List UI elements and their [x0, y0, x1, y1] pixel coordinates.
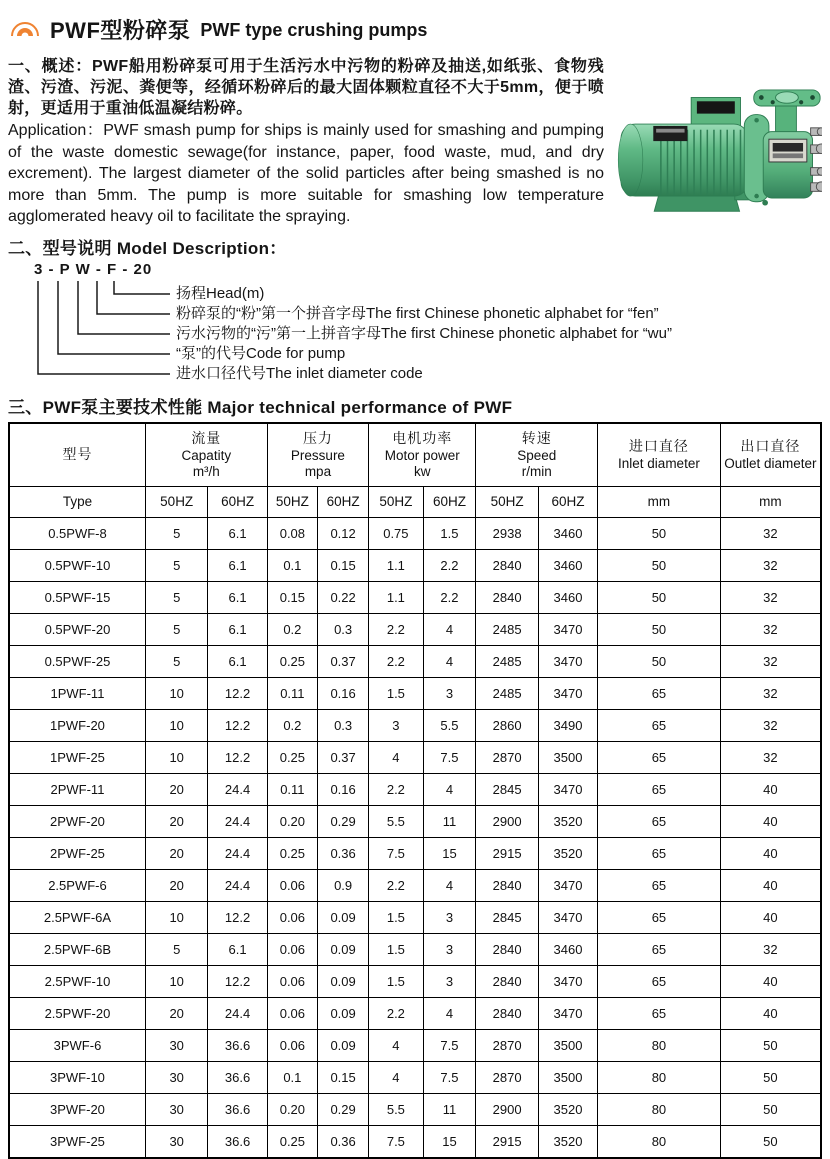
value-cell: 2485: [476, 613, 539, 645]
value-cell: 2870: [476, 1029, 539, 1061]
value-cell: 5: [145, 613, 208, 645]
model-type-cell: 2.5PWF-6B: [9, 933, 145, 965]
value-cell: 7.5: [369, 1125, 423, 1158]
model-type-cell: 1PWF-20: [9, 709, 145, 741]
value-cell: 11: [423, 1093, 476, 1125]
value-cell: 1.5: [369, 901, 423, 933]
value-cell: 2900: [476, 1093, 539, 1125]
performance-table: [8, 422, 822, 1159]
value-cell: 30: [145, 1061, 208, 1093]
value-cell: 32: [720, 709, 821, 741]
value-cell: 3500: [538, 1061, 597, 1093]
table-subheader-row: [9, 486, 821, 517]
value-cell: 0.08: [267, 517, 317, 549]
value-cell: 6.1: [208, 517, 267, 549]
value-cell: 3460: [538, 517, 597, 549]
model-type-cell: 0.5PWF-10: [9, 549, 145, 581]
value-cell: 3: [423, 677, 476, 709]
value-cell: 12.2: [208, 709, 267, 741]
value-cell: 0.06: [267, 965, 317, 997]
value-cell: 2840: [476, 965, 539, 997]
column-header-label: Pressure: [290, 447, 345, 463]
value-cell: 24.4: [208, 837, 267, 869]
value-cell: 2840: [476, 933, 539, 965]
pump-illustration: [604, 86, 822, 218]
value-cell: 20: [145, 805, 208, 837]
model-type-cell: 1PWF-11: [9, 677, 145, 709]
model-type-cell: 3PWF-25: [9, 1125, 145, 1158]
value-cell: 3520: [538, 837, 597, 869]
value-cell: 0.75: [369, 517, 423, 549]
table-row: [9, 933, 821, 965]
value-cell: 2.2: [369, 869, 423, 901]
value-cell: 30: [145, 1029, 208, 1061]
value-cell: 3: [423, 901, 476, 933]
value-cell: 0.09: [318, 965, 369, 997]
value-cell: 2860: [476, 709, 539, 741]
value-cell: 1.1: [369, 549, 423, 581]
value-cell: 40: [720, 837, 821, 869]
value-cell: 4: [369, 741, 423, 773]
value-cell: 15: [423, 1125, 476, 1158]
model-type-cell: 2.5PWF-10: [9, 965, 145, 997]
value-cell: 3520: [538, 1093, 597, 1125]
model-callout: “泵”的代号Code for pump: [176, 344, 346, 362]
value-cell: 4: [369, 1029, 423, 1061]
model-callout: 污水污物的“污”第一上拼音字母The first Chinese phonetic alphabet for “wu”: [176, 324, 672, 342]
value-cell: 50: [720, 1061, 821, 1093]
value-cell: 3470: [538, 965, 597, 997]
value-cell: 50: [720, 1125, 821, 1158]
value-cell: 0.3: [318, 613, 369, 645]
value-cell: 65: [598, 677, 721, 709]
column-group-header: [267, 423, 368, 487]
value-cell: 0.22: [318, 581, 369, 613]
value-cell: 3470: [538, 901, 597, 933]
value-cell: 3460: [538, 933, 597, 965]
value-cell: 2840: [476, 581, 539, 613]
subheader-cell: 60HZ: [423, 486, 476, 517]
value-cell: 65: [598, 933, 721, 965]
value-cell: 10: [145, 965, 208, 997]
value-cell: 1.5: [369, 965, 423, 997]
value-cell: 0.11: [267, 677, 317, 709]
value-cell: 4: [423, 869, 476, 901]
table-row: [9, 1093, 821, 1125]
value-cell: 65: [598, 869, 721, 901]
value-cell: 3470: [538, 869, 597, 901]
value-cell: 30: [145, 1093, 208, 1125]
value-cell: 6.1: [208, 613, 267, 645]
value-cell: 80: [598, 1093, 721, 1125]
model-callout: 进水口径代号The inlet diameter code: [176, 364, 423, 382]
value-cell: 2.2: [369, 645, 423, 677]
value-cell: 5: [145, 581, 208, 613]
subheader-cell: 60HZ: [318, 486, 369, 517]
value-cell: 32: [720, 549, 821, 581]
column-header-label: kw: [414, 463, 431, 479]
column-group-header: [369, 423, 476, 487]
subheader-cell: 60HZ: [208, 486, 267, 517]
value-cell: 3: [369, 709, 423, 741]
value-cell: 32: [720, 517, 821, 549]
column-header-label: 流量: [191, 429, 222, 446]
value-cell: 3520: [538, 805, 597, 837]
column-group-header: [9, 423, 145, 487]
value-cell: 2870: [476, 1061, 539, 1093]
value-cell: 0.29: [318, 805, 369, 837]
value-cell: 10: [145, 901, 208, 933]
value-cell: 4: [423, 613, 476, 645]
value-cell: 0.09: [318, 997, 369, 1029]
value-cell: 32: [720, 581, 821, 613]
column-header-label: Capatity: [181, 447, 232, 463]
model-type-cell: 2PWF-25: [9, 837, 145, 869]
value-cell: 3470: [538, 613, 597, 645]
subheader-cell: 50HZ: [267, 486, 317, 517]
page-header: [8, 12, 822, 46]
value-cell: 0.09: [318, 1029, 369, 1061]
table-row: [9, 965, 821, 997]
column-header-label: mpa: [304, 463, 332, 479]
value-cell: 50: [598, 645, 721, 677]
value-cell: 0.15: [318, 549, 369, 581]
value-cell: 3470: [538, 645, 597, 677]
value-cell: 32: [720, 677, 821, 709]
column-group-header: [720, 423, 821, 487]
value-cell: 50: [720, 1093, 821, 1125]
model-type-cell: 2.5PWF-20: [9, 997, 145, 1029]
value-cell: 0.20: [267, 805, 317, 837]
value-cell: 24.4: [208, 997, 267, 1029]
overview-text: [8, 56, 604, 228]
table-row: [9, 1125, 821, 1158]
table-row: [9, 773, 821, 805]
model-code: 3 - P W - F - 20: [34, 260, 153, 278]
value-cell: 6.1: [208, 549, 267, 581]
value-cell: 0.36: [318, 1125, 369, 1158]
value-cell: 0.16: [318, 773, 369, 805]
model-type-cell: 3PWF-10: [9, 1061, 145, 1093]
value-cell: 30: [145, 1125, 208, 1158]
column-header-label: 进口直径: [628, 437, 689, 454]
value-cell: 3460: [538, 549, 597, 581]
column-header-label: Outlet diameter: [724, 455, 817, 471]
value-cell: 2485: [476, 677, 539, 709]
subheader-cell: Type: [9, 486, 145, 517]
value-cell: 20: [145, 773, 208, 805]
value-cell: 2.2: [423, 549, 476, 581]
value-cell: 20: [145, 837, 208, 869]
value-cell: 0.20: [267, 1093, 317, 1125]
subheader-cell: 50HZ: [369, 486, 423, 517]
value-cell: 32: [720, 613, 821, 645]
value-cell: 3: [423, 965, 476, 997]
model-callout: 扬程Head(m): [176, 284, 265, 302]
pump-photo: [604, 56, 822, 228]
value-cell: 2840: [476, 997, 539, 1029]
value-cell: 0.25: [267, 837, 317, 869]
subheader-cell: 50HZ: [476, 486, 539, 517]
value-cell: 36.6: [208, 1061, 267, 1093]
value-cell: 12.2: [208, 901, 267, 933]
value-cell: 0.06: [267, 901, 317, 933]
value-cell: 2900: [476, 805, 539, 837]
value-cell: 2915: [476, 837, 539, 869]
value-cell: 65: [598, 837, 721, 869]
value-cell: 0.36: [318, 837, 369, 869]
value-cell: 3520: [538, 1125, 597, 1158]
table-row: [9, 869, 821, 901]
value-cell: 2.2: [369, 997, 423, 1029]
value-cell: 7.5: [369, 837, 423, 869]
column-header-label: 电机功率: [392, 429, 453, 446]
column-group-header: [145, 423, 267, 487]
model-type-cell: 1PWF-25: [9, 741, 145, 773]
value-cell: 0.2: [267, 709, 317, 741]
model-type-cell: 0.5PWF-25: [9, 645, 145, 677]
table-row: [9, 677, 821, 709]
value-cell: 5: [145, 549, 208, 581]
table-row: [9, 581, 821, 613]
value-cell: 15: [423, 837, 476, 869]
value-cell: 0.06: [267, 997, 317, 1029]
value-cell: 6.1: [208, 933, 267, 965]
value-cell: 65: [598, 773, 721, 805]
model-type-cell: 0.5PWF-20: [9, 613, 145, 645]
value-cell: 50: [598, 581, 721, 613]
value-cell: 11: [423, 805, 476, 837]
overview-paragraph-zh: 一、概述：PWF船用粉碎泵可用于生活污水中污物的粉碎及抽送,如纸张、食物残渣、污渣、污泥、粪便等，经循环粉碎后的最大固体颗粒直径不大于5mm，便于喷射，更适用于重油低温凝结粉碎。: [8, 58, 604, 117]
value-cell: 2840: [476, 869, 539, 901]
value-cell: 3470: [538, 997, 597, 1029]
value-cell: 2938: [476, 517, 539, 549]
value-cell: 0.09: [318, 901, 369, 933]
subheader-cell: 60HZ: [538, 486, 597, 517]
value-cell: 0.11: [267, 773, 317, 805]
table-header-group-row: [9, 423, 821, 487]
value-cell: 40: [720, 965, 821, 997]
value-cell: 2.2: [423, 581, 476, 613]
table-row: [9, 645, 821, 677]
column-header-label: r/min: [521, 463, 552, 479]
value-cell: 2845: [476, 901, 539, 933]
value-cell: 12.2: [208, 677, 267, 709]
value-cell: 4: [369, 1061, 423, 1093]
subheader-cell: mm: [598, 486, 721, 517]
value-cell: 32: [720, 933, 821, 965]
value-cell: 40: [720, 805, 821, 837]
value-cell: 0.25: [267, 1125, 317, 1158]
value-cell: 2845: [476, 773, 539, 805]
value-cell: 1.5: [369, 677, 423, 709]
value-cell: 0.2: [267, 613, 317, 645]
overview-section: [8, 56, 822, 228]
subheader-cell: 50HZ: [145, 486, 208, 517]
value-cell: 2485: [476, 645, 539, 677]
value-cell: 1.5: [369, 933, 423, 965]
value-cell: 0.06: [267, 933, 317, 965]
value-cell: 3500: [538, 1029, 597, 1061]
value-cell: 2915: [476, 1125, 539, 1158]
table-row: [9, 805, 821, 837]
model-code-diagram: [8, 261, 822, 389]
column-header-label: 转速: [521, 429, 552, 446]
value-cell: 40: [720, 997, 821, 1029]
value-cell: 65: [598, 709, 721, 741]
value-cell: 65: [598, 741, 721, 773]
value-cell: 36.6: [208, 1029, 267, 1061]
value-cell: 0.37: [318, 645, 369, 677]
column-header-label: m³/h: [192, 463, 220, 479]
value-cell: 65: [598, 901, 721, 933]
model-type-cell: 3PWF-20: [9, 1093, 145, 1125]
value-cell: 0.1: [267, 1061, 317, 1093]
value-cell: 12.2: [208, 741, 267, 773]
performance-heading: 三、PWF泵主要技术性能 Major technical performance of PWF: [8, 397, 513, 417]
value-cell: 20: [145, 869, 208, 901]
value-cell: 0.25: [267, 741, 317, 773]
table-row: [9, 549, 821, 581]
value-cell: 65: [598, 805, 721, 837]
value-cell: 10: [145, 709, 208, 741]
value-cell: 3490: [538, 709, 597, 741]
value-cell: 5.5: [369, 1093, 423, 1125]
value-cell: 4: [423, 773, 476, 805]
value-cell: 0.29: [318, 1093, 369, 1125]
model-description-heading: 二、型号说明 Model Description：: [8, 238, 287, 258]
column-header-label: Speed: [517, 447, 557, 463]
value-cell: 5: [145, 933, 208, 965]
value-cell: 2.2: [369, 613, 423, 645]
value-cell: 32: [720, 645, 821, 677]
value-cell: 24.4: [208, 805, 267, 837]
value-cell: 0.1: [267, 549, 317, 581]
value-cell: 0.9: [318, 869, 369, 901]
value-cell: 1.5: [423, 517, 476, 549]
value-cell: 80: [598, 1061, 721, 1093]
value-cell: 40: [720, 869, 821, 901]
model-type-cell: 3PWF-6: [9, 1029, 145, 1061]
table-row: [9, 517, 821, 549]
value-cell: 36.6: [208, 1093, 267, 1125]
value-cell: 2.2: [369, 773, 423, 805]
value-cell: 50: [720, 1029, 821, 1061]
column-header-label: Motor power: [384, 447, 460, 463]
value-cell: 12.2: [208, 965, 267, 997]
value-cell: 5: [145, 517, 208, 549]
table-row: [9, 997, 821, 1029]
value-cell: 7.5: [423, 741, 476, 773]
value-cell: 5.5: [369, 805, 423, 837]
value-cell: 24.4: [208, 869, 267, 901]
value-cell: 0.25: [267, 645, 317, 677]
column-header-label: 出口直径: [740, 437, 801, 454]
value-cell: 50: [598, 517, 721, 549]
value-cell: 1.1: [369, 581, 423, 613]
value-cell: 7.5: [423, 1029, 476, 1061]
value-cell: 0.12: [318, 517, 369, 549]
value-cell: 6.1: [208, 645, 267, 677]
value-cell: 3500: [538, 741, 597, 773]
value-cell: 0.15: [267, 581, 317, 613]
model-callout: 粉碎泵的“粉”第一个拼音字母The first Chinese phonetic alphabet for “fen”: [176, 304, 659, 322]
value-cell: 3470: [538, 677, 597, 709]
value-cell: 40: [720, 901, 821, 933]
value-cell: 2840: [476, 549, 539, 581]
value-cell: 40: [720, 773, 821, 805]
value-cell: 0.16: [318, 677, 369, 709]
column-header-label: 压力: [302, 429, 333, 446]
value-cell: 5.5: [423, 709, 476, 741]
value-cell: 80: [598, 1125, 721, 1158]
column-header-label: Inlet diameter: [618, 455, 700, 471]
page-title-zh: PWF型粉碎泵: [50, 17, 191, 43]
value-cell: 0.37: [318, 741, 369, 773]
model-type-cell: 2PWF-20: [9, 805, 145, 837]
table-row: [9, 901, 821, 933]
value-cell: 65: [598, 965, 721, 997]
value-cell: 0.3: [318, 709, 369, 741]
value-cell: 5: [145, 645, 208, 677]
column-header-label: 型号: [62, 446, 93, 462]
value-cell: 0.09: [318, 933, 369, 965]
value-cell: 3460: [538, 581, 597, 613]
value-cell: 6.1: [208, 581, 267, 613]
value-cell: 32: [720, 741, 821, 773]
value-cell: 7.5: [423, 1061, 476, 1093]
overview-paragraph-en: Application：PWF smash pump for ships is mainly used for smashing and pumping of the waste domestic sewage(for instance, paper, food waste, mud, and dry excrement). The largest diameter of the solid particles after being smashed is no more than 5mm. The pump is more suitable for smashing low temperature agglomerated heavy oil to facilitate the spraying.: [8, 122, 604, 225]
table-row: [9, 1029, 821, 1061]
table-row: [9, 613, 821, 645]
value-cell: 0.06: [267, 1029, 317, 1061]
value-cell: 3: [423, 933, 476, 965]
value-cell: 10: [145, 677, 208, 709]
value-cell: 2870: [476, 741, 539, 773]
table-row: [9, 709, 821, 741]
value-cell: 65: [598, 997, 721, 1029]
table-row: [9, 741, 821, 773]
page-title-en: PWF type crushing pumps: [200, 19, 428, 40]
table-row: [9, 837, 821, 869]
value-cell: 10: [145, 741, 208, 773]
column-group-header: [598, 423, 721, 487]
model-type-cell: 0.5PWF-8: [9, 517, 145, 549]
value-cell: 0.15: [318, 1061, 369, 1093]
model-type-cell: 0.5PWF-15: [9, 581, 145, 613]
table-row: [9, 1061, 821, 1093]
value-cell: 3470: [538, 773, 597, 805]
model-type-cell: 2.5PWF-6: [9, 869, 145, 901]
model-type-cell: 2PWF-11: [9, 773, 145, 805]
value-cell: 36.6: [208, 1125, 267, 1158]
value-cell: 50: [598, 549, 721, 581]
value-cell: 4: [423, 645, 476, 677]
value-cell: 50: [598, 613, 721, 645]
value-cell: 4: [423, 997, 476, 1029]
subheader-cell: mm: [720, 486, 821, 517]
column-group-header: [476, 423, 598, 487]
value-cell: 80: [598, 1029, 721, 1061]
model-type-cell: 2.5PWF-6A: [9, 901, 145, 933]
value-cell: 20: [145, 997, 208, 1029]
value-cell: 24.4: [208, 773, 267, 805]
brand-rainbow-icon: [8, 15, 42, 44]
value-cell: 0.06: [267, 869, 317, 901]
